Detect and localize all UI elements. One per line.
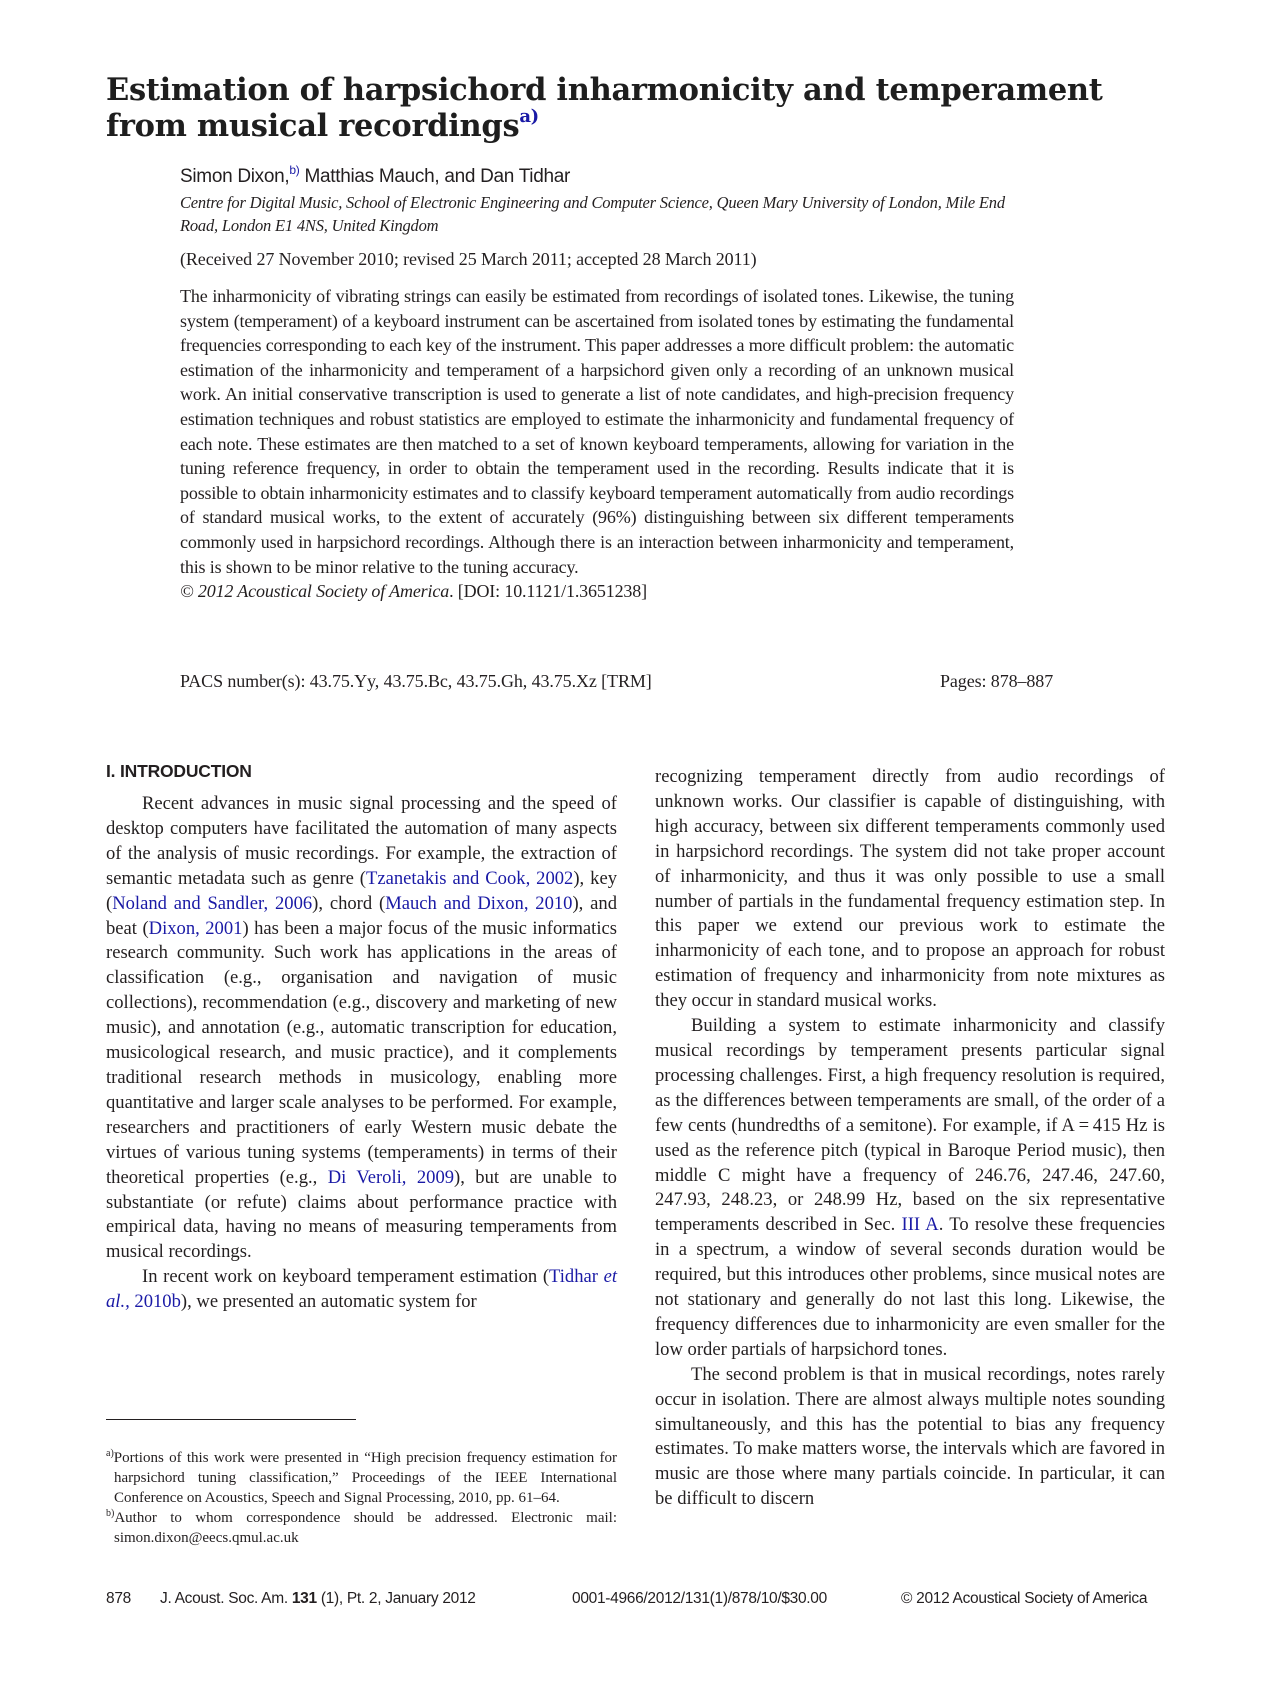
text-run: Building a system to estimate inharmonicity and classify musical recordings by temperament presents particular signal processing challenges. First, a high frequency resolution is required, as the differences between temperaments are small, of the order of a few cents (hundredths of a semitone). For example, if A = 415 Hz is used as the reference pitch (typical in Baroque Period music), then middle C might have a frequency of 246.76, 247.46, 247.60, 247.93, 248.23, or 248.99 Hz, based on the six representative temperaments described in Sec. [655,1015,1165,1236]
paper-title [106,72,1186,144]
journal-name: J. Acoust. Soc. Am. [160,1590,292,1607]
author-footnote-link[interactable]: b) [289,163,300,177]
author-list [180,163,571,188]
abstract-copyright: © 2012 Acoustical Society of America [180,581,450,602]
text-run: ), we presented an automatic system for [180,1291,477,1313]
citation-year: 2010b [129,1291,181,1313]
citation-link[interactable]: Noland and Sandler, 2006 [112,892,313,914]
journal-issue: (1), Pt. 2, January 2012 [316,1590,476,1607]
footnote-marker: b) [106,1508,115,1519]
abstract-body: The inharmonicity of vibrating strings can easily be estimated from recordings of isolated tones. Likewise, the tuning system (temperament) of a keyboard instrument can be ascertained from isolated tones by estimating the fundamental frequencies corresponding to each key of the instrument. This paper addresses a more difficult problem: the automatic estimation of the inharmonicity and temperament of a harpsichord given only a recording of an unknown musical work. An initial conservative transcription is used to generate a list of note candidates, and high-precision frequency estimation techniques and robust statistics are employed to estimate the inharmonicity and fundamental frequency of each note. These estimates are then matched to a set of known keyboard temperaments, allowing for variation in the tuning reference frequency, in order to obtain the temperament used in the recording. Results indicate that it is possible to obtain inharmonicity estimates and to classify keyboard temperament automatically from audio recordings of standard musical works, to the extent of accurately (96%) distinguishing between six different temperaments commonly used in harpsichord recordings. Although there is an interaction between inharmonicity and temperament, this is shown to be minor relative to the tuning accuracy. [180,286,1014,577]
footer-copyright: © 2012 Acoustical Society of America [901,1590,1148,1607]
right-column [655,765,1165,1512]
pacs-numbers: PACS number(s): 43.75.Yy, 43.75.Bc, 43.75.Gh, 43.75.Xz [TRM] [180,671,652,691]
text-run: ), chord ( [312,892,386,914]
abstract [180,284,1014,604]
section-reference-link[interactable]: III A [901,1214,939,1236]
text-run: Recent advances in music signal processing and the speed of desktop computers have facilitated the automation of many aspects of the analysis of music recordings. For example, the extraction of semantic metadata such as genre ( [106,793,617,889]
citation-etal: et al., [106,1266,617,1313]
footer-journal [160,1590,476,1608]
paper-title-text: Estimation of harpsichord inharmonicity and temperament from musical recordings [106,72,1103,144]
citation-link[interactable]: Di Veroli, 2009 [327,1166,455,1188]
paragraph [106,792,617,1265]
paragraph [106,1265,617,1315]
affiliation: Centre for Digital Music, School of Electronic Engineering and Computer Science, Queen Mary University of London, Mile End Road, London E1 4NS, United Kingdom [180,193,1005,235]
footnote-a [106,1448,617,1508]
footnotes [106,1448,617,1548]
page-range: Pages: 878–887 [940,671,1054,691]
footnote-marker: a) [106,1448,114,1459]
footnote-text: Portions of this work were presented in “High precision frequency estimation for harpsichord tuning classification,” Proceedings of the IEEE International Conference on Acoustics, Speech and Signal Processing, 2010, pp. 61–64. [113,1450,617,1506]
title-footnote-link[interactable]: a) [519,106,539,127]
author-rest: Matthias Mauch, and Dan Tidhar [299,166,571,187]
text-run: In recent work on keyboard temperament estimation ( [142,1266,550,1288]
text-run: ) has been a major focus of the music informatics research community. Such work has applications in the areas of classification (e.g., organisation and navigation of music collections), recommendation (e.g., discovery and marketing of new music), and annotation (e.g., automatic transcription for education, musicological research, and music practice), and it complements traditional research methods in musicology, enabling more quantitative and larger scale analyses to be performed. For example, researchers and practitioners of early Western music debate the virtues of various tuning systems (temperaments) in terms of their theoretical properties (e.g., [106,917,617,1188]
paragraph: The second problem is that in musical recordings, notes rarely occur in isolation. There are almost always multiple notes sounding simultaneously, and this has the potential to bias any frequency estimates. To make matters worse, the intervals which are favored in music are those where many partials coincide. In particular, it can be difficult to discern [655,1363,1165,1510]
journal-volume: 131 [291,1590,317,1607]
author-first: Simon Dixon, [180,166,290,187]
text-run: . To resolve these frequencies in a spectrum, a window of several seconds duration would be required, but this introduces other problems, since musical notes are not stationary and generally do not last this long. Likewise, the frequency differences due to inharmonicity are even smaller for the low order partials of harpsichord tones. [655,1214,1165,1360]
section-heading-introduction: I. INTRODUCTION [106,761,252,781]
text-run: ), and beat ( [106,892,617,939]
left-column [106,792,617,1315]
footnote-text: Author to whom correspondence should be addressed. Electronic mail: simon.dixon@eecs.qmul.ac.uk [114,1510,617,1546]
footer-page-number: 878 [106,1590,131,1607]
citation-author: Tidhar [549,1266,604,1288]
footnote-divider [106,1419,356,1420]
paragraph [655,1014,1165,1363]
text-run: ), key ( [106,867,617,914]
citation-link[interactable]: Dixon, 2001 [148,917,243,939]
abstract-copyright-line [180,579,1014,604]
citation-link[interactable]: Tzanetakis and Cook, 2002 [366,867,574,889]
received-dates: (Received 27 November 2010; revised 25 March 2011; accepted 28 March 2011) [180,249,757,269]
abstract-doi: . [DOI: 10.1121/1.3651238] [449,581,647,602]
paragraph: recognizing temperament directly from audio recordings of unknown works. Our classifier is capable of distinguishing, with high accuracy, between six different temperaments commonly used in harpsichord recordings. The system did not take proper account of inharmonicity, and thus it was only possible to use a small number of partials in the fundamental frequency estimation step. In this paper we extend our previous work to estimate the inharmonicity of each tone, and to propose an approach for robust estimation of frequency and inharmonicity from note mixtures as they occur in standard musical works. [655,766,1165,1012]
citation-link[interactable]: Mauch and Dixon, 2010 [385,892,573,914]
text-run: ), but are unable to substantiate (or refute) claims about performance practice with empirical data, having no means of measuring temperaments from musical recordings. [106,1166,617,1263]
footnote-b [106,1508,617,1548]
footer-code: 0001-4966/2012/131(1)/878/10/$30.00 [572,1590,827,1607]
